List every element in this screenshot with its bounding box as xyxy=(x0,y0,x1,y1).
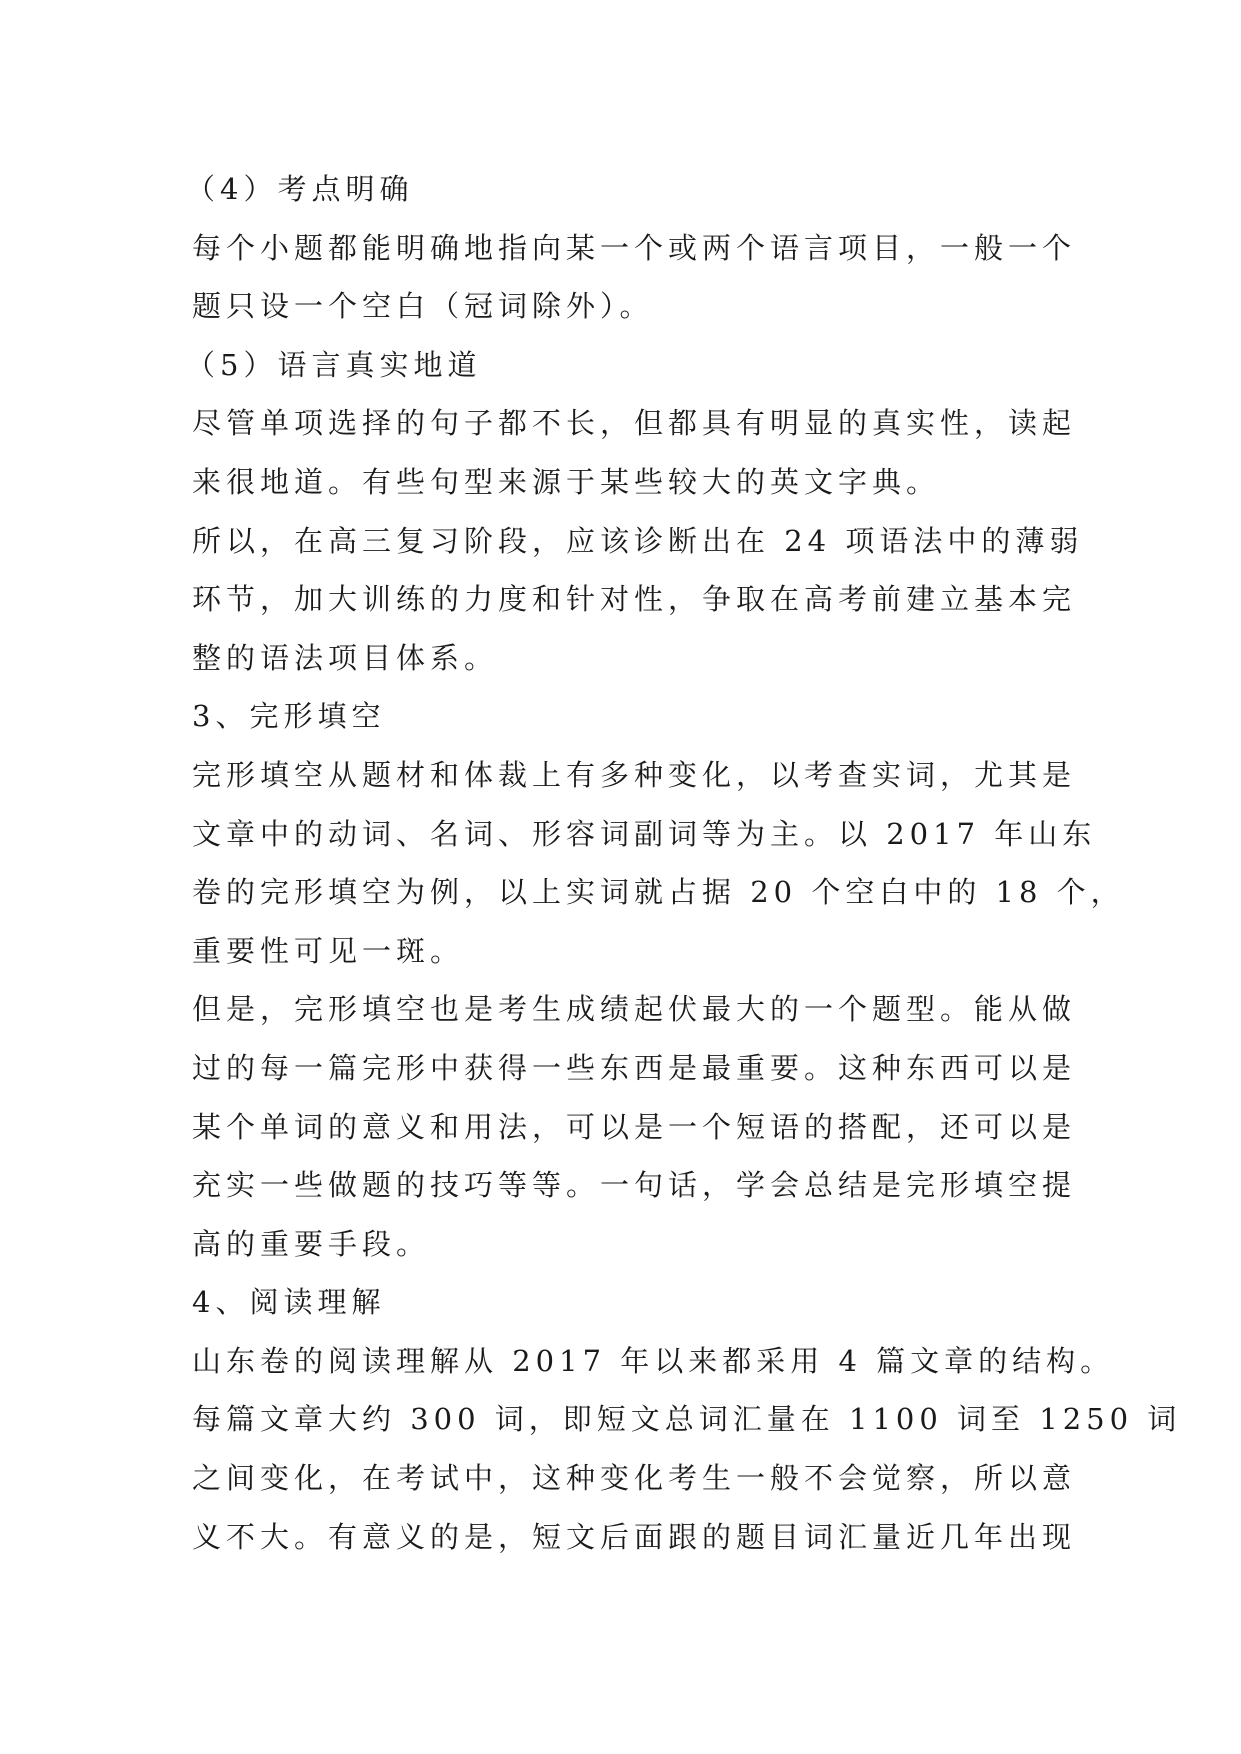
paragraph-line: 题只设一个空白（冠词除外）。 xyxy=(192,289,654,324)
paragraph-line: 义不大。有意义的是，短文后面跟的题目词汇量近几年出现 xyxy=(192,1519,1077,1554)
paragraph-line: 每篇文章大约 300 词，即短文总词汇量在 1100 词至 1250 词 xyxy=(192,1402,1182,1437)
paragraph-line: 尽管单项选择的句子都不长，但都具有明显的真实性，读起 xyxy=(192,406,1077,441)
paragraph-line: 整的语法项目体系。 xyxy=(192,640,499,675)
section-heading-cloze: 3、完形填空 xyxy=(192,699,386,734)
subheading-5: （5）语言真实地道 xyxy=(186,347,482,382)
paragraph-line: 完形填空从题材和体裁上有多种变化，以考查实词，尤其是 xyxy=(192,757,1077,792)
subheading-4: （4）考点明确 xyxy=(186,172,414,206)
paragraph-line: 充实一些做题的技巧等等。一句话，学会总结是完形填空提 xyxy=(192,1168,1077,1203)
paragraph-line: 山东卷的阅读理解从 2017 年以来都采用 4 篇文章的结构。 xyxy=(192,1343,1115,1378)
paragraph-line: 每个小题都能明确地指向某一个或两个语言项目，一般一个 xyxy=(192,230,1077,265)
paragraph-line: 环节，加大训练的力度和针对性，争取在高考前建立基本完 xyxy=(192,582,1077,617)
paragraph-line: 重要性可见一斑。 xyxy=(192,933,465,968)
document-body xyxy=(186,160,1182,1566)
paragraph-line: 某个单词的意义和用法，可以是一个短语的搭配，还可以是 xyxy=(192,1109,1077,1144)
paragraph-line: 所以，在高三复习阶段，应该诊断出在 24 项语法中的薄弱 xyxy=(192,523,1084,558)
paragraph-line: 过的每一篇完形中获得一些东西是最重要。这种东西可以是 xyxy=(192,1050,1077,1085)
paragraph-line: 但是，完形填空也是考生成绩起伏最大的一个题型。能从做 xyxy=(192,992,1077,1027)
paragraph-line: 来很地道。有些句型来源于某些较大的英文字典。 xyxy=(192,464,941,499)
section-heading-reading: 4、阅读理解 xyxy=(192,1285,386,1320)
paragraph-line: 高的重要手段。 xyxy=(192,1226,431,1261)
paragraph-line: 文章中的动词、名词、形容词副词等为主。以 2017 年山东 xyxy=(192,816,1097,851)
paragraph-line: 之间变化，在考试中，这种变化考生一般不会觉察，所以意 xyxy=(192,1461,1077,1496)
paragraph-line: 卷的完形填空为例，以上实词就占据 20 个空白中的 18 个， xyxy=(192,875,1125,910)
